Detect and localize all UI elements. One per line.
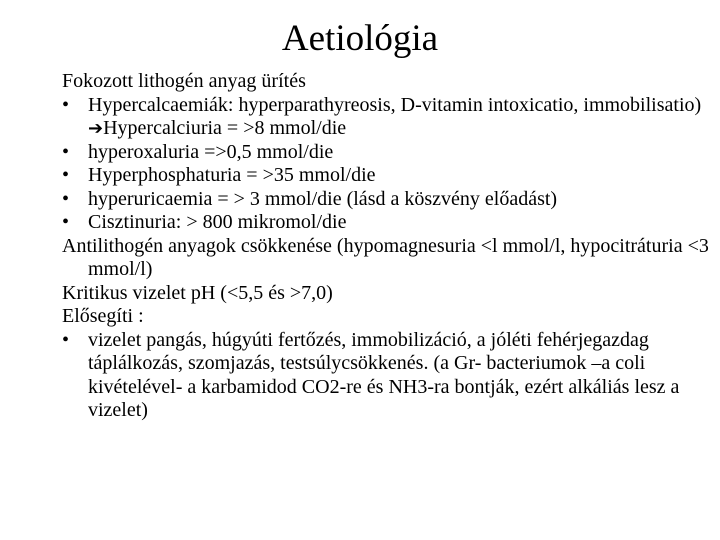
list-item-text: vizelet pangás, húgyúti fertőzés, immobilizáció, a jóléti fehérjegazdag táplálkozás, szomjazás, testsúlycsökkenés. (a Gr- bacteriumok –a coli kivételével- a karbamidod CO2-re és NH3-ra bontják, ezért alkáliás lesz a vizelet) [88, 328, 680, 421]
bullet-icon: • [62, 140, 70, 163]
bullet-icon: • [62, 93, 70, 116]
list-item-cisztinuria [62, 211, 712, 235]
bullet-icon: • [62, 211, 70, 233]
heading-promoting-factors: Elősegíti : [62, 305, 144, 327]
list-item-hyperphosphaturia [62, 164, 712, 188]
list-item-text: Hypercalcaemiák: hyperparathyreosis, D-vitamin intoxicatio, immobilisatio) [88, 93, 702, 116]
list-item-text: hyperuricaemia = > 3 mmol/die (lásd a köszvény előadást) [88, 187, 558, 210]
list-item-text: hyperoxaluria =>0,5 mmol/die [88, 140, 334, 163]
bullet-icon: • [62, 164, 70, 186]
list-item-hyperoxaluria [62, 141, 712, 165]
list-item-text: Cisztinuria: > 800 mikromol/die [88, 211, 347, 233]
list-item-text: Hyperphosphaturia = >35 mmol/die [88, 164, 376, 186]
list-item-text: Hypercalciuria = >8 mmol/die [103, 117, 347, 139]
slide-title: Aetiológia [281, 18, 439, 59]
list-item-hypercalcaemia [62, 94, 712, 141]
heading-lithogenic: Fokozott lithogén anyag ürítés [62, 70, 306, 92]
heading-antilithogenic: Antilithogén anyagok csökkenése (hypomagnesuria <l mmol/l, hypocitráturia <3 mmol/l) [62, 234, 709, 280]
bullet-icon: • [62, 328, 70, 351]
bullet-icon: • [62, 187, 70, 210]
list-item-hyperuricaemia [62, 188, 712, 212]
slide-content [62, 70, 712, 423]
list-item-promoting-factors [62, 329, 712, 423]
heading-critical-ph: Kritikus vizelet pH (<5,5 és >7,0) [62, 281, 333, 304]
arrow-right-icon: ➔ [88, 118, 104, 139]
